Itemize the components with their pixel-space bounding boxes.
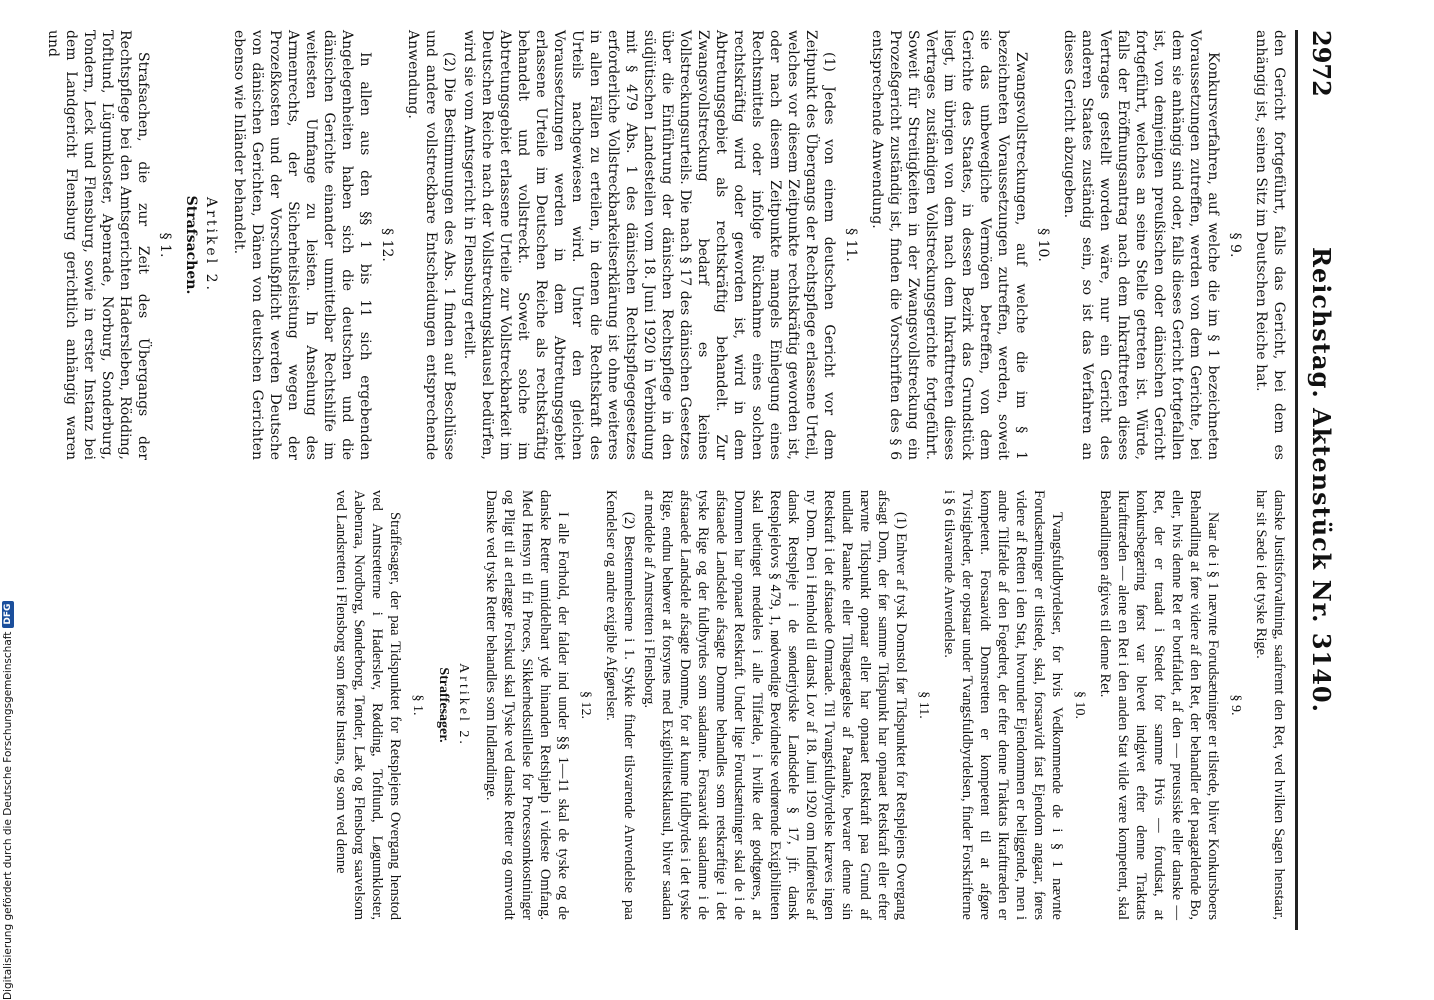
paragraph: Zwangsvollstreckungen, auf welche die im § 1 bezeichneten Voraussetzungen zutreffen, werden, soweit sie das unbewegliche Vermögen betreffen, von dem Gerichte des Staates, in dessen Bezirk das Grundstück liegt, im übrigen von dem nach dem Inkrafttreten dieses Vertrages zuständigen Vollstreckungsgerichte fortgeführt. Soweit für Streitigkeiten in der Zwangsvollstreckung ein Prozeßgericht zuständig ist, finden die Vorschriften des § 6 entsprechende Anwendung.	[869, 30, 1029, 460]
page-number: 2972	[1307, 30, 1336, 97]
paragraph: Strafsachen, die zur Zeit des Übergangs der Rechtspflege bei den Amtsgerichten Hadersleben, Rödding, Toftlund, Lügumkloster, Apenrade, Norburg, Sonderburg, Tondern, Leck und Flensburg, sowie in erster Instanz bei dem Landgericht Flensburg gerichtlich anhängig waren und	[45, 30, 151, 460]
section-heading: § 9.	[1227, 232, 1243, 258]
article-heading: Artikel 2.	[456, 663, 471, 747]
page-header	[1295, 30, 1342, 930]
section-heading: § 11.	[916, 691, 931, 719]
credit-text: Digitalisierung gefördert durch die Deutsche Forschungsgemeinschaft	[2, 631, 14, 1000]
digitization-credit	[2, 601, 14, 1000]
paragraph: Straffesager, der paa Tidspunktet for Retsplejens Overgang henstod ved Amtsretterne i Haderslev, Rødding, Toftlund, Løgumkloster, Aabenraa, Nordborg, Sønderborg, Tønder, Læk og Flensborg saavelsom ved Landsretten i Flensborg som første Instans, og som ved denne	[333, 490, 403, 920]
paragraph: danske Justitsforvaltning, saafremt den Ret, ved hvilken Sagen henstaar, har sit Sæde i det tyske Rige.	[1253, 490, 1287, 920]
paragraph: (2) Die Bestimmungen des Abs. 1 finden auf Beschlüsse und andere vollstreckbare Entscheidungen entsprechende Anwendung.	[405, 30, 457, 460]
paragraph: (1) Jedes von einem deutschen Gericht vor dem Zeitpunkt des Übergangs der Rechtspflege erlassene Urteil, welches vor diesem Zeitpunkte rechtskräftig geworden ist, oder nach diesem Zeitpunkte mangels Einlegung eines Rechtsmittels oder infolge Rücknahme eines solchen rechtskräftig wird oder geworden ist, wird in dem Abtretungsgebiet als rechtskräftig behandelt. Zur Zwangsvollstreckung bedarf es keines Vollstreckungsurteils. Die nach § 17 des dänischen Gesetzes über die Einführung der dänischen Rechtspflege in den südjütischen Landesteilen vom 18. Juni 1920 in Verbindung mit § 479 Abs. 1 des dänischen Rechtspflegegesetzes erforderliche Vollstreckbarkeitserklärung ist ohne weiteres in allen Fällen zu erteilen, in denen die Rechtskraft des Urteils nachgewiesen wird. Unter den gleichen Voraussetzungen werden in dem Abtretungsgebiet erlassene Urteile im Deutschen Reiche als rechtskräftig behandelt und vollstreckt. Soweit solche im Abtretungsgebiet erlassene Urteile zur Vollstreckbarkeit im Deutschen Reiche nach der Vollstreckungsklausel bedürfen, wird sie vom Amtsgericht in Flensburg erteilt.	[461, 30, 837, 460]
paragraph: Konkursverfahren, auf welche die im § 1 bezeichneten Voraussetzungen zutreffen, werden von dem Gerichte, bei dem sie anhängig sind oder, falls dieses Gericht fortgefallen ist, von demjenigen preußischen oder dänischen Gericht fortgeführt, welches an seine Stelle getreten ist. Würde, falls der Eröffnungsantrag nach dem Inkrafttreten dieses Vertrages gestellt worden wäre, nur ein Gericht des anderen Staates zuständig sein, so ist das Verfahren an dieses Gericht abzugeben.	[1061, 30, 1221, 460]
section-heading: § 11.	[843, 228, 859, 262]
paragraph: I alle Forhold, der falder ind under §§ 1—11 skal de tyske og de danske Retter umiddelbart yde hinanden Retshjælp i videste Omfang. Med Hensyn til fri Proces, Sikkerhedsstillelse for Processomkostninger og Pligt til at erlægge Forskud skal Tyske ved danske Retter og omvendt Danske ved tyske Retter behandles som Indlændinge.	[483, 490, 571, 920]
section-heading: § 1.	[157, 232, 173, 258]
paragraph: Naar de i § 1 nævnte Forudsætninger er tilstede, bliver Konkursboers Behandling at føre videre af den Ret, der behandler det paagældende Bo, eller, hvis denne Ret er bortfaldet, af den — preussiske eller danske — Ret, der er traadt i Stedet for samme Hvis — forudsat, at konkursbegæring først var blevet indgivet efter denne Traktats Ikrafttræden — alene en Ret i den anden Stat vilde være kompetent, skal Behandlingen afgives til denne Ret.	[1097, 490, 1221, 920]
section-heading: § 10.	[1035, 228, 1051, 262]
dfg-logo: DFG	[2, 601, 14, 628]
danish-text-column	[330, 490, 1288, 920]
section-heading: § 12.	[379, 228, 395, 262]
section-heading: § 1.	[410, 694, 425, 716]
section-heading: § 12.	[578, 691, 593, 719]
paragraph: In allen aus den §§ 1 bis 11 sich ergebenden Angelegenheiten haben sich die deutschen und die dänischen Gerichte einander unmittelbar Rechtshilfe im weitesten Umfange zu leisten. In Ansehung des Armenrechts, der Sicherheitsleistung wegen der Prozeßkosten und der Vorschußpflicht werden Deutsche von dänischen Gerichten, Dänen von deutschen Gerichten ebenso wie Inländer behandelt.	[231, 30, 373, 460]
page-title: Reichstag. Aktenstück Nr. 3140.	[1307, 247, 1336, 713]
section-heading: § 9.	[1228, 694, 1243, 716]
paragraph: (2) Bestemmelserne i 1. Stykke finder tilsvarende Anvendelse paa Kendelser og andre exigible Afgørelser.	[603, 490, 637, 920]
article-heading: Artikel 2.	[203, 197, 219, 293]
section-heading: § 10.	[1072, 691, 1087, 719]
german-text-column	[42, 30, 1288, 460]
article-title: Strafsachen.	[183, 195, 199, 295]
article-title: Straffesager.	[436, 667, 451, 743]
paragraph: (1) Enhver af tysk Domstol før Tidspunktet for Retsplejens Overgang afsagt Dom, der før samme Tidspunkt har opnaaet Retskraft eller efter nævnte Tidspunkt opnaar eller har opnaaet Retskraft paa Grund af undladt Paaanke eller Tilbagetagelse af Paaanke, bevarer denne sin Retskraft i det afstaaede Omraade. Til Tvangsfuldbyrdelse kræves ingen ny Dom. Den i Henhold til dansk Lov af 18. Juni 1920 om Indførelse af dansk Retspleje i de sønderjydske Landsdele § 17, jfr. dansk Retsplejelovs § 479, 1, nødvendige Bevidnelse vedrørende Exigibiliteten skal ubetinget meddeles i alle Tilfælde, i hvilke det godtgøres, at Dommen har opnaaet Retskraft. Under lige Forudsætninger skal de i de afstaaede Landsdele afsagte Domme behandles som retskræftige i det tyske Rige og der fuldbyrdes som saadanne. Forsaavidt saadanne i de afstaaede Landsdele afsagte Domme, for at kunne fuldbyrdes i det tyske Rige, endnu behøver at forsynes med Exigibilitetsklausul, bliver saadan at meddele af Amtsretten i Flensborg.	[641, 490, 909, 920]
paragraph: Tvangsfuldbyrdelser, for hvis Vedkommende de i § 1 nævnte Forudsætninger er tilstede, skal, forsaavidt fast Ejendom angaar, føres videre af Retten i den Stat, hvorunder Ejendommen er beliggende, men i andre Tilfælde af den Fogedret, der efter denne Traktats Ikrafttræden er kompetent. Forsaavidt Domsretten er kompetent til at afgøre Tvistigheder, der opstaar under Tvangsfuldbyrdelsen, finder Forskrifterne i § 6 tilsvarende Anvendelse.	[941, 490, 1065, 920]
paragraph: den Gericht fortgeführt, falls das Gericht, bei dem es anhängig ist, seinen Sitz im Deutschen Reiche hat.	[1253, 30, 1287, 460]
